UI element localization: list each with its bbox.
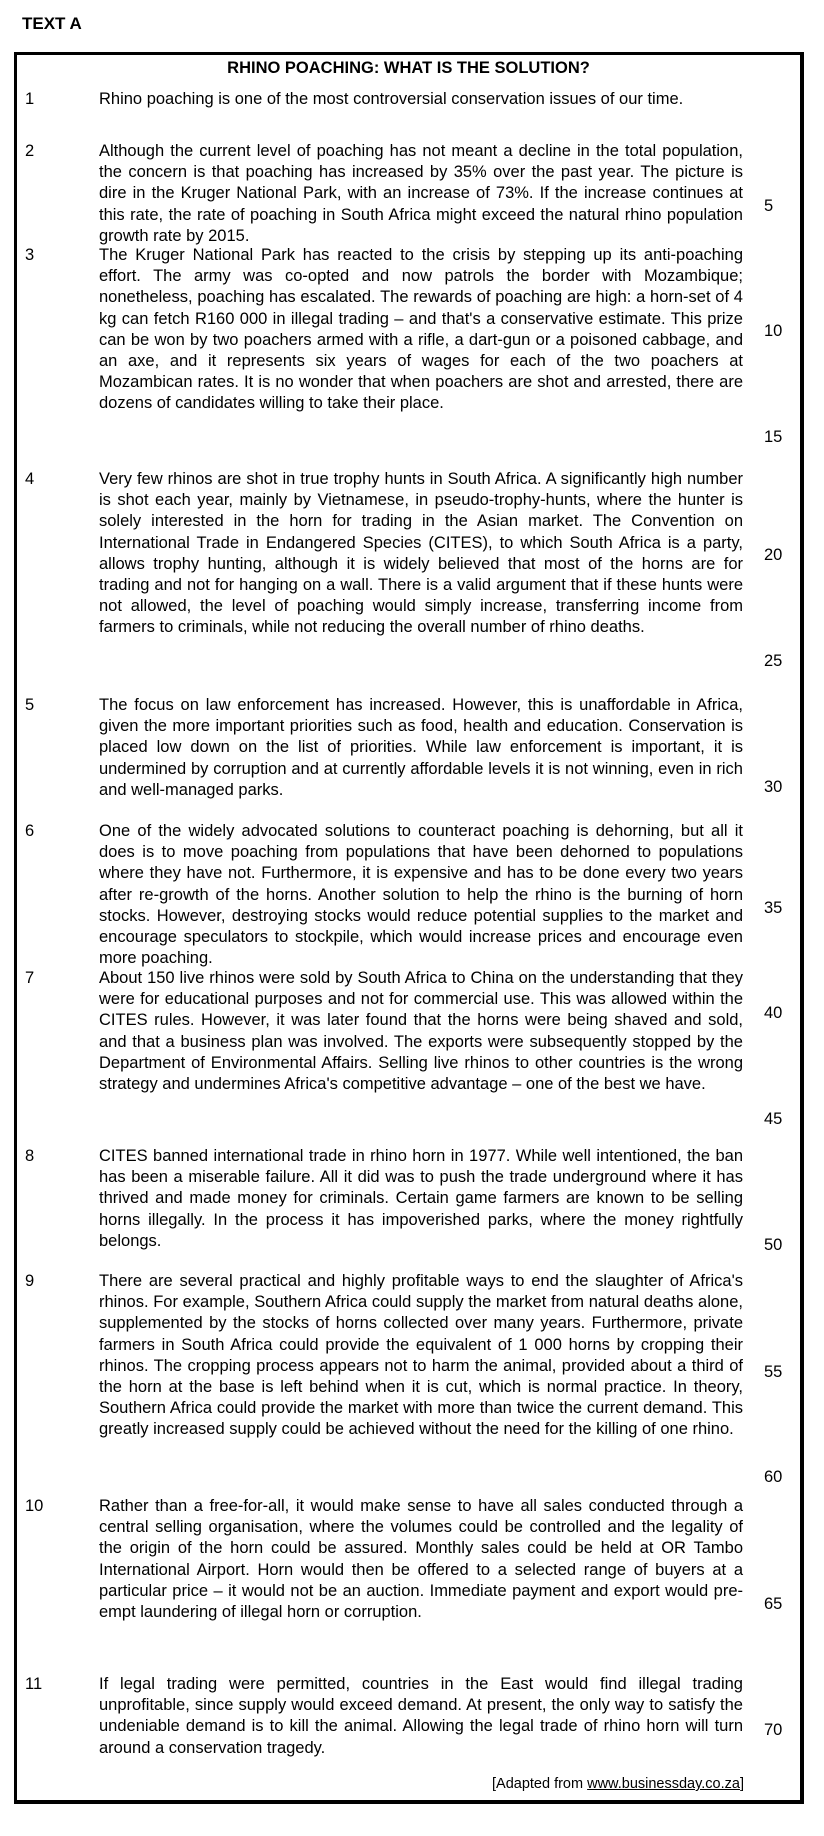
paragraph-number: 2 [25,142,35,160]
source-citation [492,1776,744,1792]
paragraph-text: Very few rhinos are shot in true trophy hunts in South Africa. A significantly high number is shot each year, mainly by Vietnamese, in pseudo-trophy-hunts, where the hunter is solely interested in the horn for trading in the Asian market. The Convention on International Trade in Endangered Species (CITES), to which South Africa is a party, allows trophy hunting, although it is widely believed that most of the horns are for trading and not for hanging on a wall. There is a valid argument that if these hunts were not allowed, the level of poaching would simply increase, transferring income from farmers to criminals, while not reducing the overall number of rhino deaths. [99,470,743,637]
line-number: 70 [764,1721,783,1739]
line-number: 5 [764,197,774,215]
line-number: 15 [764,428,783,446]
paragraph-number: 4 [25,470,35,488]
article-title: RHINO POACHING: WHAT IS THE SOLUTION? [227,59,590,77]
line-number: 55 [764,1363,783,1381]
line-number: 40 [764,1004,783,1022]
line-number: 10 [764,322,783,340]
paragraph-text: The Kruger National Park has reacted to the crisis by stepping up its anti-poaching effort. The army was co-opted and now patrols the border with Mozambique; nonetheless, poaching has escalated. The rewards of poaching are high: a horn-set of 4 kg can fetch R160 000 in illegal trading – and that's a conservative estimate. This prize can be won by two poachers armed with a rifle, a dart-gun or a poisoned cabbage, and an axe, and it represents six years of wages for each of the two poachers at Mozambican rates. It is no wonder that when poachers are shot and arrested, there are dozens of candidates willing to take their place. [99,246,743,413]
paragraph-number: 11 [25,1675,43,1693]
source-suffix: ] [739,1776,744,1792]
line-number: 30 [764,778,783,796]
line-number: 65 [764,1595,783,1613]
paragraph-text: There are several practical and highly profitable ways to end the slaughter of Africa's rhinos. For example, Southern Africa could supply the market from natural deaths alone, supplemented by the stocks of horns collected over many years. Furthermore, private farmers in South Africa could provide the equivalent of 1 000 horns by cropping their rhinos. The cropping process appears not to harm the animal, provided about a third of the horn at the base is left behind when it is cut, which is normal practice. In theory, Southern Africa could provide the market with more than twice the current demand. This greatly increased supply could be achieved without the need for the killing of one rhino. [99,1272,743,1439]
text-label: TEXT A [22,14,82,33]
paragraph-number: 10 [25,1497,44,1515]
paragraph-number: 7 [25,969,35,987]
source-link[interactable]: www.businessday.co.za [587,1776,740,1792]
paragraph-text: The focus on law enforcement has increased. However, this is unaffordable in Africa, given the more important priorities such as food, health and education. Conservation is placed low down on the list of priorities. While law enforcement is important, it is undermined by corruption and at currently affordable levels it is not winning, even in rich and well-managed parks. [99,696,743,799]
paragraph-number: 9 [25,1272,35,1290]
paragraph-text: Rather than a free-for-all, it would make sense to have all sales conducted through a central selling organisation, where the volumes could be controlled and the legality of the origin of the horn could be assured. Monthly sales could be held at OR Tambo International Airport. Horn would then be offered to a selected range of buyers at a particular price – it would not be an auction. Immediate payment and export would pre-empt laundering of illegal horn or corruption. [99,1497,743,1622]
source-prefix: [Adapted from [492,1776,588,1792]
paragraph-text: Rhino poaching is one of the most controversial conservation issues of our time. [99,90,684,108]
line-number: 35 [764,899,783,917]
article-frame [14,52,804,1804]
line-number: 25 [764,652,783,670]
paragraph-text: CITES banned international trade in rhino horn in 1977. While well intentioned, the ban has been a miserable failure. All it did was to push the trade underground where it has thrived and made money for criminals. Certain game farmers are known to be selling horns illegally. In the process it has impoverished parks, where the money rightfully belongs. [99,1147,743,1250]
paragraph-number: 3 [25,246,35,264]
paragraph-number: 8 [25,1147,35,1165]
line-number: 50 [764,1236,783,1254]
line-number: 45 [764,1110,783,1128]
paragraph-text: One of the widely advocated solutions to counteract poaching is dehorning, but all it does is to move poaching from populations that have been dehorned to populations where they have not. Furthermore, it is expensive and has to be done every two years after re-growth of the horns. Another solution to help the rhino is the burning of horn stocks. However, destroying stocks would reduce potential supplies to the market and encourage speculators to stockpile, which would increase prices and encourage even more poaching. [99,822,743,968]
paragraph-number: 5 [25,696,35,714]
line-number: 20 [764,546,783,564]
line-number: 60 [764,1468,783,1486]
paragraph-number: 6 [25,822,35,840]
paragraph-number: 1 [25,90,35,108]
paragraph-text: If legal trading were permitted, countries in the East would find illegal trading unprofitable, since supply would exceed demand. At present, the only way to satisfy the undeniable demand is to kill the animal. Allowing the legal trade of rhino horn will turn around a conservation tragedy. [99,1675,743,1757]
paragraph-text: Although the current level of poaching has not meant a decline in the total population, the concern is that poaching has increased by 35% over the past year. The picture is dire in the Kruger National Park, with an increase of 73%. If the increase continues at this rate, the rate of poaching in South Africa might exceed the natural rhino population growth rate by 2015. [99,142,743,245]
paragraph-text: About 150 live rhinos were sold by South Africa to China on the understanding that they were for educational purposes and not for commercial use. This was allowed within the CITES rules. However, it was later found that the horns were being shaved and sold, and that a business plan was involved. The exports were subsequently stopped by the Department of Environmental Affairs. Selling live rhinos to other countries is the wrong strategy and undermines Africa's competitive advantage – one of the best we have. [99,969,743,1094]
